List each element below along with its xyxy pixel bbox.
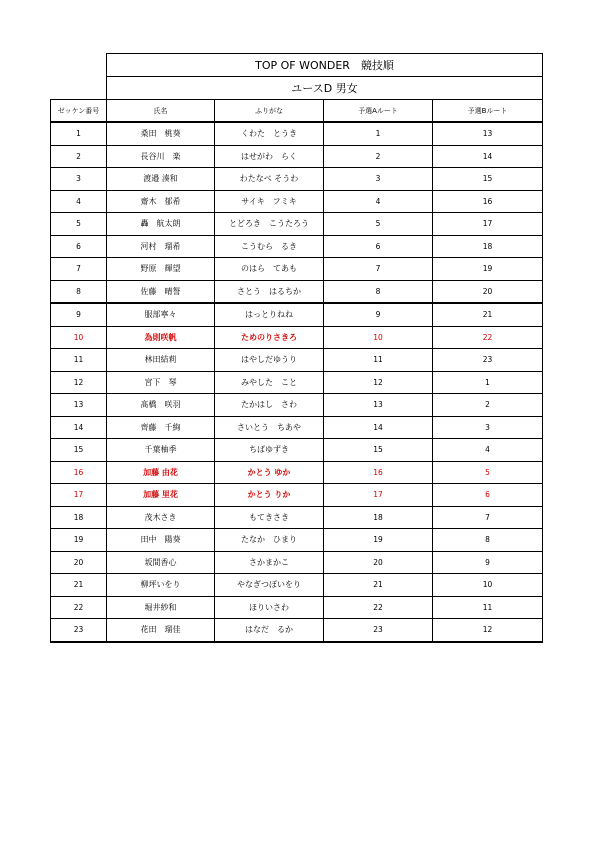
route-b-cell: 22 — [433, 326, 543, 349]
name-cell: 渡邉 湊和 — [107, 168, 215, 191]
table-row — [51, 529, 543, 552]
route-a-cell: 17 — [324, 484, 433, 507]
kana-cell: わたなべ そうわ — [215, 168, 324, 191]
route-a-cell: 19 — [324, 529, 433, 552]
route-b-cell: 12 — [433, 619, 543, 642]
name-cell: 佐藤 晴詧 — [107, 280, 215, 303]
table-row — [51, 122, 543, 145]
bib-cell: 20 — [51, 551, 107, 574]
route-a-cell: 10 — [324, 326, 433, 349]
route-a-cell: 9 — [324, 303, 433, 326]
bib-cell: 1 — [51, 122, 107, 145]
route-a-cell: 6 — [324, 235, 433, 258]
kana-cell: はなだ るか — [215, 619, 324, 642]
route-b-cell: 3 — [433, 416, 543, 439]
bib-cell: 11 — [51, 349, 107, 372]
route-a-cell: 12 — [324, 371, 433, 394]
table-row — [51, 235, 543, 258]
table-row — [51, 213, 543, 236]
bib-cell: 7 — [51, 258, 107, 281]
route-a-cell: 2 — [324, 145, 433, 168]
route-a-cell: 1 — [324, 122, 433, 145]
route-b-cell: 8 — [433, 529, 543, 552]
route-a-cell: 22 — [324, 596, 433, 619]
table-row — [51, 145, 543, 168]
header-bib: ゼッケン番号 — [51, 100, 107, 123]
header-route-b: 予選Bルート — [433, 100, 543, 123]
table-row — [51, 551, 543, 574]
route-a-cell: 23 — [324, 619, 433, 642]
name-cell: 千葉柚季 — [107, 439, 215, 462]
route-a-cell: 13 — [324, 394, 433, 417]
table-row — [51, 303, 543, 326]
kana-cell: はっとりねね — [215, 303, 324, 326]
route-b-cell: 20 — [433, 280, 543, 303]
kana-cell: サイキ フミキ — [215, 190, 324, 213]
kana-cell: ためのりさきろ — [215, 326, 324, 349]
kana-cell: はせがわ らく — [215, 145, 324, 168]
header-row — [51, 100, 543, 123]
bib-cell: 2 — [51, 145, 107, 168]
name-cell: 服部寧々 — [107, 303, 215, 326]
table-row — [51, 439, 543, 462]
name-cell: 為則咲帆 — [107, 326, 215, 349]
start-order-sheet — [50, 53, 542, 643]
name-cell: 柳坪いをり — [107, 574, 215, 597]
table-row — [51, 371, 543, 394]
route-b-cell: 11 — [433, 596, 543, 619]
kana-cell: たかはし さわ — [215, 394, 324, 417]
table-row — [51, 280, 543, 303]
subtitle-blank-cell — [51, 77, 107, 100]
route-a-cell: 11 — [324, 349, 433, 372]
name-cell: 野原 輝望 — [107, 258, 215, 281]
kana-cell: くわた とうき — [215, 122, 324, 145]
route-a-cell: 18 — [324, 506, 433, 529]
bib-cell: 16 — [51, 461, 107, 484]
bib-cell: 17 — [51, 484, 107, 507]
table-row — [51, 168, 543, 191]
route-b-cell: 13 — [433, 122, 543, 145]
route-b-cell: 21 — [433, 303, 543, 326]
route-b-cell: 16 — [433, 190, 543, 213]
table-row — [51, 574, 543, 597]
route-a-cell: 15 — [324, 439, 433, 462]
name-cell: 加藤 里花 — [107, 484, 215, 507]
kana-cell: さかまかこ — [215, 551, 324, 574]
bib-cell: 21 — [51, 574, 107, 597]
header-name: 氏名 — [107, 100, 215, 123]
table-row — [51, 190, 543, 213]
name-cell: 轟 航太朗 — [107, 213, 215, 236]
route-a-cell: 4 — [324, 190, 433, 213]
route-b-cell: 23 — [433, 349, 543, 372]
bib-cell: 18 — [51, 506, 107, 529]
route-b-cell: 2 — [433, 394, 543, 417]
title-row — [51, 54, 543, 77]
route-b-cell: 19 — [433, 258, 543, 281]
name-cell: 坂間香心 — [107, 551, 215, 574]
name-cell: 河村 瑠希 — [107, 235, 215, 258]
kana-cell: たなか ひまり — [215, 529, 324, 552]
name-cell: 堀井紗和 — [107, 596, 215, 619]
kana-cell: さとう はるちか — [215, 280, 324, 303]
route-b-cell: 18 — [433, 235, 543, 258]
page-title: TOP OF WONDER 競技順 — [107, 54, 543, 77]
bib-cell: 13 — [51, 394, 107, 417]
bib-cell: 4 — [51, 190, 107, 213]
route-b-cell: 5 — [433, 461, 543, 484]
route-b-cell: 1 — [433, 371, 543, 394]
title-blank-cell — [51, 54, 107, 77]
bib-cell: 15 — [51, 439, 107, 462]
name-cell: 齋木 郁希 — [107, 190, 215, 213]
kana-cell: かとう りか — [215, 484, 324, 507]
kana-cell: さいとう ちあや — [215, 416, 324, 439]
route-b-cell: 4 — [433, 439, 543, 462]
name-cell: 長谷川 楽 — [107, 145, 215, 168]
table-row — [51, 596, 543, 619]
route-b-cell: 14 — [433, 145, 543, 168]
route-b-cell: 9 — [433, 551, 543, 574]
route-a-cell: 16 — [324, 461, 433, 484]
kana-cell: とどろき こうたろう — [215, 213, 324, 236]
route-a-cell: 20 — [324, 551, 433, 574]
bib-cell: 9 — [51, 303, 107, 326]
route-a-cell: 7 — [324, 258, 433, 281]
route-a-cell: 3 — [324, 168, 433, 191]
table-row — [51, 461, 543, 484]
route-b-cell: 6 — [433, 484, 543, 507]
name-cell: 加藤 由花 — [107, 461, 215, 484]
kana-cell: やなぎつぼいをり — [215, 574, 324, 597]
bib-cell: 12 — [51, 371, 107, 394]
table-row — [51, 619, 543, 642]
table-row — [51, 258, 543, 281]
route-a-cell: 21 — [324, 574, 433, 597]
name-cell: 齊藤 千絢 — [107, 416, 215, 439]
kana-cell: みやした こと — [215, 371, 324, 394]
bib-cell: 6 — [51, 235, 107, 258]
bib-cell: 3 — [51, 168, 107, 191]
kana-cell: はやしだゆうり — [215, 349, 324, 372]
kana-cell: もてきさき — [215, 506, 324, 529]
route-a-cell: 5 — [324, 213, 433, 236]
route-b-cell: 10 — [433, 574, 543, 597]
route-b-cell: 15 — [433, 168, 543, 191]
route-b-cell: 7 — [433, 506, 543, 529]
route-a-cell: 14 — [324, 416, 433, 439]
header-kana: ふりがな — [215, 100, 324, 123]
bib-cell: 8 — [51, 280, 107, 303]
kana-cell: ほりいさわ — [215, 596, 324, 619]
route-b-cell: 17 — [433, 213, 543, 236]
subtitle-row — [51, 77, 543, 100]
name-cell: 花田 瑠佳 — [107, 619, 215, 642]
name-cell: 田中 陽葵 — [107, 529, 215, 552]
kana-cell: ちばゆずき — [215, 439, 324, 462]
bib-cell: 22 — [51, 596, 107, 619]
table-row — [51, 349, 543, 372]
bib-cell: 19 — [51, 529, 107, 552]
header-route-a: 予選Aルート — [324, 100, 433, 123]
bib-cell: 23 — [51, 619, 107, 642]
bib-cell: 5 — [51, 213, 107, 236]
kana-cell: こうむら るき — [215, 235, 324, 258]
bib-cell: 10 — [51, 326, 107, 349]
name-cell: 茂木さき — [107, 506, 215, 529]
table-row — [51, 394, 543, 417]
table-row — [51, 416, 543, 439]
name-cell: 林田結莉 — [107, 349, 215, 372]
bib-cell: 14 — [51, 416, 107, 439]
table-row — [51, 484, 543, 507]
start-order-table — [50, 53, 543, 643]
kana-cell: かとう ゆか — [215, 461, 324, 484]
table-row — [51, 506, 543, 529]
name-cell: 桑田 桃葵 — [107, 122, 215, 145]
route-a-cell: 8 — [324, 280, 433, 303]
table-row — [51, 326, 543, 349]
name-cell: 宮下 琴 — [107, 371, 215, 394]
kana-cell: のはら てあも — [215, 258, 324, 281]
name-cell: 髙橋 咲羽 — [107, 394, 215, 417]
category-subtitle: ユースD 男女 — [107, 77, 543, 100]
